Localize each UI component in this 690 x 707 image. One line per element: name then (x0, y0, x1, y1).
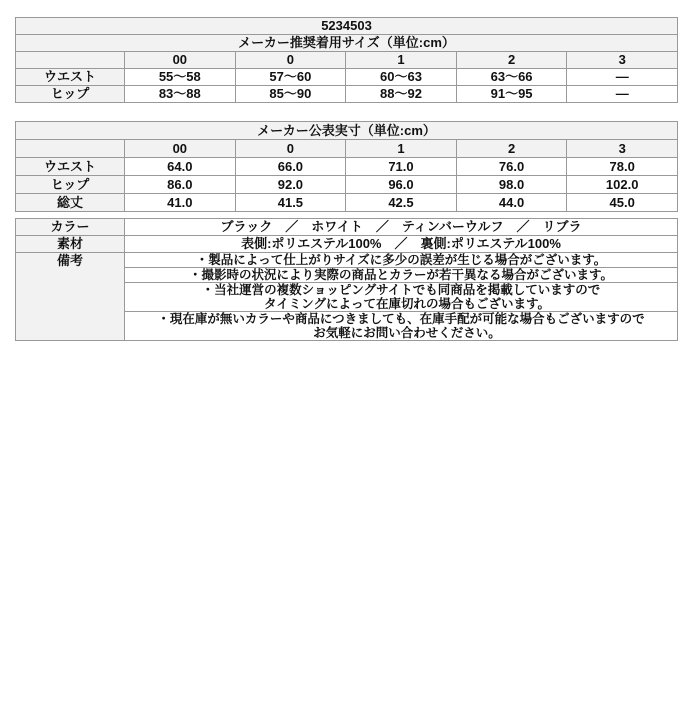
material-value: 表側:ポリエステル100% ／ 裏側:ポリエステル100% (125, 236, 678, 253)
remark-line: タイミングによって在庫切れの場合もございます。 (263, 297, 550, 311)
size-cell: 76.0 (456, 158, 567, 176)
remark-line: ・製品によって仕上がりサイズに多少の誤差が生じる場合がございます。 (195, 253, 607, 267)
size-cell: 64.0 (125, 158, 236, 176)
column-header-00: 00 (125, 52, 236, 69)
size-cell: 60～63 (346, 69, 457, 86)
remark-item (125, 312, 678, 341)
column-header-blank (16, 140, 125, 158)
material-row (16, 236, 678, 253)
column-header-1: 1 (346, 140, 457, 158)
hip-row (16, 176, 678, 194)
size-cell: 41.5 (235, 194, 346, 212)
actual-size-title-row (16, 122, 678, 140)
material-label: 素材 (16, 236, 125, 253)
size-cell: 42.5 (346, 194, 457, 212)
column-header-3: 3 (567, 140, 678, 158)
column-header-3: 3 (567, 52, 678, 69)
recommended-size-table (15, 17, 678, 103)
size-cell: 45.0 (567, 194, 678, 212)
recommended-size-title-row (16, 35, 678, 52)
size-column-header-row (16, 140, 678, 158)
color-value: ブラック ／ ホワイト ／ ティンバーウルフ ／ リブラ (125, 219, 678, 236)
column-header-1: 1 (346, 52, 457, 69)
recommended-size-title: メーカー推奨着用サイズ（単位:cm） (16, 35, 678, 52)
size-cell: 102.0 (567, 176, 678, 194)
actual-size-table (15, 121, 678, 212)
total-length-row (16, 194, 678, 212)
product-code: 5234503 (16, 18, 678, 35)
size-cell: 96.0 (346, 176, 457, 194)
size-cell: 78.0 (567, 158, 678, 176)
size-cell: 55～58 (125, 69, 236, 86)
color-row (16, 219, 678, 236)
size-column-header-row (16, 52, 678, 69)
size-cell: 88～92 (346, 86, 457, 103)
actual-size-title: メーカー公表実寸（単位:cm） (16, 122, 678, 140)
remarks-row (16, 253, 678, 268)
column-header-2: 2 (456, 140, 567, 158)
size-cell: 41.0 (125, 194, 236, 212)
size-cell: 66.0 (235, 158, 346, 176)
size-cell: 92.0 (235, 176, 346, 194)
remark-line: お気軽にお問い合わせください。 (313, 326, 501, 340)
column-header-0: 0 (235, 140, 346, 158)
remark-item (125, 268, 678, 283)
column-header-0: 0 (235, 52, 346, 69)
row-label-waist: ウエスト (16, 158, 125, 176)
hip-row (16, 86, 678, 103)
size-cell: 85～90 (235, 86, 346, 103)
size-cell: 57～60 (235, 69, 346, 86)
row-label-waist: ウエスト (16, 69, 125, 86)
waist-row (16, 69, 678, 86)
size-cell: 71.0 (346, 158, 457, 176)
remark-line: ・撮影時の状況により実際の商品とカラーが若干異なる場合がございます。 (188, 268, 613, 282)
size-cell: 86.0 (125, 176, 236, 194)
remarks-label: 備考 (16, 253, 125, 341)
product-code-row (16, 18, 678, 35)
row-label-total-length: 総丈 (16, 194, 125, 212)
color-label: カラー (16, 219, 125, 236)
size-cell: 44.0 (456, 194, 567, 212)
size-cell: 91～95 (456, 86, 567, 103)
size-cell: ― (567, 86, 678, 103)
column-header-00: 00 (125, 140, 236, 158)
size-chart-sheet (0, 17, 690, 707)
waist-row (16, 158, 678, 176)
remark-line: ・現在庫が無いカラーや商品につきましても、在庫手配が可能な場合もございますので (157, 312, 645, 326)
column-header-blank (16, 52, 125, 69)
product-info-table (15, 218, 678, 341)
size-cell: 98.0 (456, 176, 567, 194)
remark-line: ・当社運営の複数ショッピングサイトでも同商品を掲載していますので (201, 283, 601, 297)
size-cell: 63～66 (456, 69, 567, 86)
size-cell: ― (567, 69, 678, 86)
row-label-hip: ヒップ (16, 86, 125, 103)
remark-item (125, 283, 678, 312)
row-label-hip: ヒップ (16, 176, 125, 194)
size-cell: 83～88 (125, 86, 236, 103)
remark-item (125, 253, 678, 268)
column-header-2: 2 (456, 52, 567, 69)
